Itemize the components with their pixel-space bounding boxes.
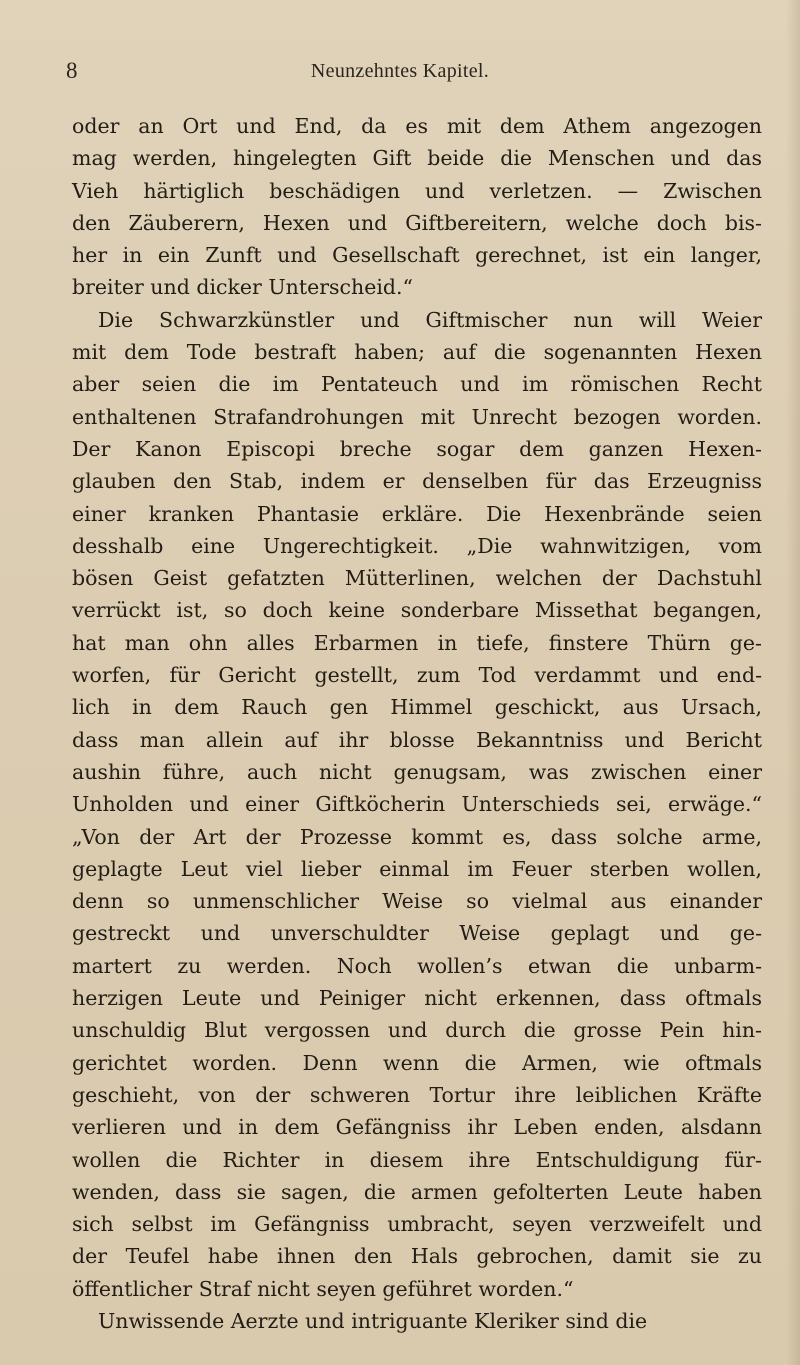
text-line: wenden, dass sie sagen, die armen gefolterten Leute haben — [72, 1179, 762, 1204]
text-line: hat man ohn alles Erbarmen in tiefe, finstere Thürn ge- — [72, 630, 762, 655]
page-number: 8 — [66, 58, 78, 83]
text-line: gerichtet worden. Denn wenn die Armen, wie oftmals — [72, 1050, 762, 1075]
text-line: Die Schwarzkünstler und Giftmischer nun will Weier — [98, 307, 762, 332]
text-line: verlieren und in dem Gefängniss ihr Leben enden, alsdann — [72, 1115, 762, 1140]
body-text — [72, 110, 762, 1337]
text-line: desshalb eine Ungerechtigkeit. „Die wahnwitzigen, vom — [72, 533, 762, 558]
text-line: unschuldig Blut vergossen und durch die grosse Pein hin- — [72, 1018, 762, 1043]
text-line: Der Kanon Episcopi breche sogar dem ganzen Hexen- — [72, 436, 762, 461]
page-edge-shadow — [786, 0, 800, 1365]
text-line: der Teufel habe ihnen den Hals gebrochen, damit sie zu — [72, 1244, 762, 1269]
text-line: Unholden und einer Giftköcherin Unterschieds sei, erwäge.“ — [72, 792, 762, 817]
text-line: oder an Ort und End, da es mit dem Athem angezogen — [72, 114, 762, 138]
text-line: Unwissende Aerzte und intriguante Kleriker sind die — [98, 1308, 648, 1333]
text-line: enthaltenen Strafandrohungen mit Unrecht bezogen worden. — [72, 404, 762, 429]
text-line: sich selbst im Gefängniss umbracht, seyen verzweifelt und — [72, 1212, 762, 1237]
text-line: dass man allein auf ihr blosse Bekanntniss und Bericht — [72, 727, 762, 752]
text-line: herzigen Leute und Peiniger nicht erkennen, dass oftmals — [72, 986, 762, 1011]
text-line: „Von der Art der Prozesse kommt es, dass solche arme, — [72, 824, 762, 849]
text-line: worfen, für Gericht gestellt, zum Tod verdammt und end- — [72, 663, 762, 688]
text-line: aber seien die im Pentateuch und im römischen Recht — [72, 372, 762, 397]
running-head: Neunzehntes Kapitel. — [310, 60, 490, 82]
text-line: öffentlicher Straf nicht seyen geführet worden.“ — [72, 1276, 574, 1301]
text-line: verrückt ist, so doch keine sonderbare Missethat begangen, — [72, 598, 762, 623]
text-line: mag werden, hingelegten Gift beide die Menschen und das — [72, 146, 762, 171]
text-line: lich in dem Rauch gen Himmel geschickt, aus Ursach, — [72, 695, 762, 720]
text-line: den Zäuberern, Hexen und Giftbereitern, welche doch bis- — [72, 210, 762, 235]
text-line: einer kranken Phantasie erkläre. Die Hexenbrände seien — [72, 501, 762, 526]
text-line: her in ein Zunft und Gesellschaft gerechnet, ist ein langer, — [72, 243, 762, 268]
text-line: geschieht, von der schweren Tortur ihre leiblichen Kräfte — [72, 1082, 762, 1107]
page-header — [0, 58, 800, 88]
text-line: martert zu werden. Noch wollen’s etwan die unbarm- — [72, 953, 762, 978]
text-line: geplagte Leut viel lieber einmal im Feuer sterben wollen, — [72, 856, 762, 881]
text-line: Vieh härtiglich beschädigen und verletzen. — Zwischen — [72, 178, 762, 203]
text-line: aushin führe, auch nicht genugsam, was zwischen einer — [72, 759, 762, 784]
text-line: wollen die Richter in diesem ihre Entschuldigung für- — [72, 1147, 762, 1172]
text-line: gestreckt und unverschuldter Weise geplagt und ge- — [72, 921, 762, 946]
text-line: bösen Geist gefatzten Mütterlinen, welchen der Dachstuhl — [72, 566, 762, 591]
text-line: denn so unmenschlicher Weise so vielmal aus einander — [72, 889, 762, 914]
text-line: breiter und dicker Unterscheid.“ — [72, 275, 414, 300]
text-line: mit dem Tode bestraft haben; auf die sogenannten Hexen — [72, 340, 762, 365]
text-line: glauben den Stab, indem er denselben für das Erzeugniss — [72, 469, 762, 494]
